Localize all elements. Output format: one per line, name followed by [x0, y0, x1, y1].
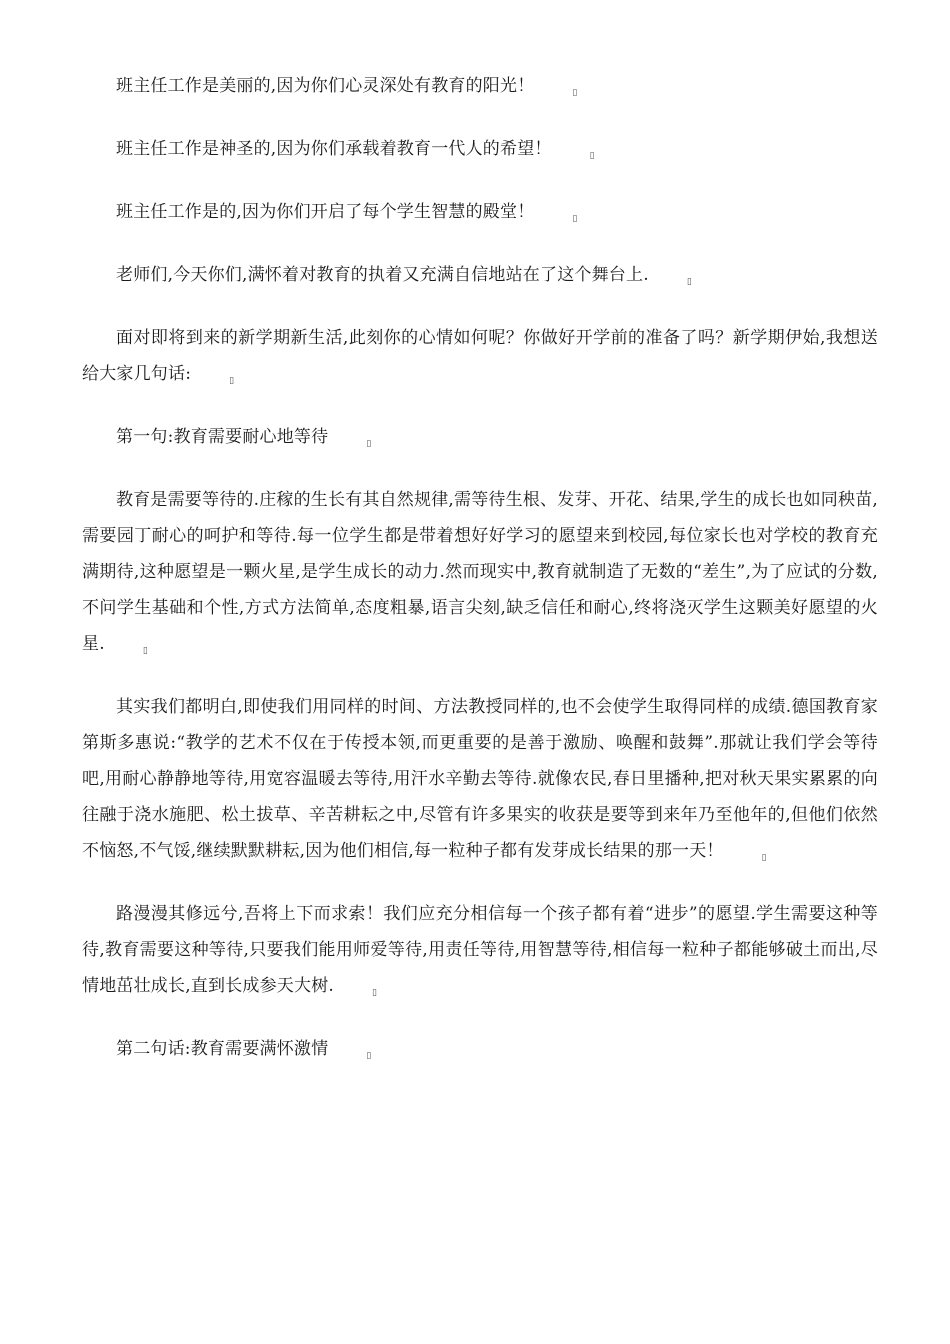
paragraph-mark-icon: ▯ — [229, 376, 235, 386]
paragraph-mark-icon: ▯ — [686, 277, 692, 287]
paragraph — [82, 68, 878, 111]
paragraph-mark-icon: ▯ — [372, 988, 378, 998]
paragraph-text: 班主任工作是神圣的,因为你们承载着教育一代人的希望！ — [116, 139, 552, 159]
paragraph-text: 路漫漫其修远兮,吾将上下而求索！我们应充分相信每一个孩子都有着“进步”的愿望.学生需要这种等待,教育需要这种等待,只要我们能用师爱等待,用责任等待,用智慧等待,相信每一粒种子都能够破土而出,尽情地茁壮成长,直到长成参天大树. — [82, 904, 878, 996]
paragraph-text: 班主任工作是美丽的,因为你们心灵深处有教育的阳光！ — [116, 76, 535, 96]
paragraph-mark-icon: ▯ — [572, 88, 578, 98]
section-heading — [82, 1031, 878, 1074]
paragraph-text: 老师们,今天你们,满怀着对教育的执着又充满自信地站在了这个舞台上. — [116, 265, 649, 285]
paragraph — [82, 194, 878, 237]
document-page — [82, 68, 878, 1074]
paragraph-text: 第二句话:教育需要满怀激情 — [116, 1039, 329, 1059]
paragraph-mark-icon: ▯ — [366, 439, 372, 449]
paragraph-text: 其实我们都明白,即使我们用同样的时间、方法教授同样的,也不会使学生取得同样的成绩.德国教育家第斯多惠说:“教学的艺术不仅在于传授本领,而更重要的是善于激励、唤醒和鼓舞”.那就让我们学会等待吧,用耐心静静地等待,用宽容温暖去等待,用汗水辛勤去等待.就像农民,春日里播种,把对秋天果实累累的向往融于浇水施肥、松土拔草、辛苦耕耘之中,尽管有许多果实的收获是要等到来年乃至他年的,但他们依然不恼怒,不气馁,继续默默耕耘,因为他们相信,每一粒种子都有发芽成长结果的那一天！ — [82, 697, 878, 861]
paragraph-text: 面对即将到来的新学期新生活,此刻你的心情如何呢？你做好开学前的准备了吗？新学期伊始,我想送给大家几句话: — [82, 328, 878, 384]
paragraph — [82, 257, 878, 300]
paragraph — [82, 482, 878, 669]
paragraph-mark-icon: ▯ — [572, 214, 578, 224]
paragraph-text: 班主任工作是的,因为你们开启了每个学生智慧的殿堂！ — [116, 202, 535, 222]
paragraph-text: 教育是需要等待的.庄稼的生长有其自然规律,需等待生根、发芽、开花、结果,学生的成长也如同秧苗,需要园丁耐心的呵护和等待.每一位学生都是带着想好好学习的愿望来到校园,每位家长也对学校的教育充满期待,这种愿望是一颗火星,是学生成长的动力.然而现实中,教育就制造了无数的“差生”,为了应试的分数,不问学生基础和个性,方式方法简单,态度粗暴,语言尖刻,缺乏信任和耐心,终将浇灭学生这颗美好愿望的火星. — [82, 490, 879, 654]
section-heading — [82, 419, 878, 462]
paragraph — [82, 689, 878, 876]
paragraph — [82, 320, 878, 399]
paragraph — [82, 131, 878, 174]
paragraph-text: 第一句:教育需要耐心地等待 — [116, 427, 329, 447]
paragraph — [82, 896, 878, 1011]
paragraph-mark-icon: ▯ — [366, 1051, 372, 1061]
paragraph-mark-icon: ▯ — [142, 646, 148, 656]
paragraph-mark-icon: ▯ — [761, 853, 767, 863]
paragraph-mark-icon: ▯ — [589, 151, 595, 161]
